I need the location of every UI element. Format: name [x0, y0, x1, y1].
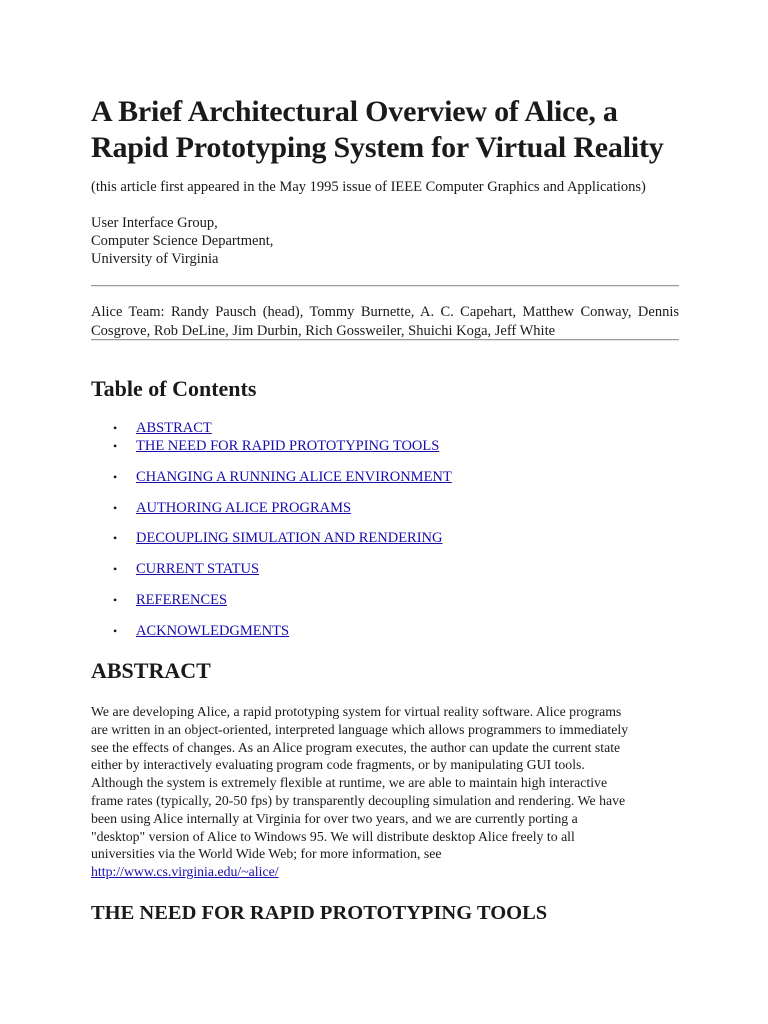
toc-heading: Table of Contents	[91, 376, 257, 401]
bullet-icon: •	[113, 470, 118, 484]
alice-website-link[interactable]: http://www.cs.virginia.edu/~alice/	[91, 864, 279, 880]
abstract-line: We are developing Alice, a rapid prototyping system for virtual reality software. Alice programs	[91, 704, 622, 719]
abstract-line: see the effects of changes. As an Alice program executes, the author can update the current state	[91, 739, 621, 755]
abstract-line: either by interactively evaluating program code fragments, or by manipulating GUI tools.	[91, 757, 585, 773]
affiliation-line: Computer Science Department,	[91, 233, 274, 249]
toc-link-acknowledgments[interactable]: ACKNOWLEDGMENTS	[136, 623, 290, 639]
title-line-2: Rapid Prototyping System for Virtual Reality	[91, 131, 664, 164]
publication-note: (this article first appeared in the May 1995 issue of IEEE Computer Graphics and Applications)	[91, 179, 646, 195]
bullet-icon: •	[113, 624, 118, 638]
section-heading-need: THE NEED FOR RAPID PROTOTYPING TOOLS	[91, 902, 548, 924]
abstract-line: been using Alice internally at Virginia for over two years, and we are currently porting a	[91, 810, 578, 826]
divider-top	[91, 285, 679, 287]
bullet-icon: •	[113, 439, 118, 453]
toc-link-decoupling[interactable]: DECOUPLING SIMULATION AND RENDERING	[136, 530, 443, 546]
bullet-icon: •	[113, 421, 118, 435]
abstract-line: Although the system is extremely flexible at runtime, we are able to maintain high interactive	[91, 775, 608, 791]
abstract-paragraph	[91, 703, 691, 881]
bullet-icon: •	[113, 531, 118, 545]
toc-link-references[interactable]: REFERENCES	[136, 592, 228, 608]
title-line-1: A Brief Architectural Overview of Alice, a	[91, 95, 618, 128]
toc-link-changing[interactable]: CHANGING A RUNNING ALICE ENVIRONMENT	[136, 469, 452, 485]
bullet-icon: •	[113, 593, 118, 607]
affiliation-block	[91, 214, 273, 268]
affiliation-line: University of Virginia	[91, 251, 219, 267]
abstract-line: are written in an object-oriented, interpreted language which allows programmers to immediately	[91, 721, 629, 737]
divider-bottom	[91, 339, 679, 341]
toc-link-status[interactable]: CURRENT STATUS	[136, 561, 260, 577]
toc-link-need[interactable]: THE NEED FOR RAPID PROTOTYPING TOOLS	[136, 438, 440, 454]
abstract-heading: ABSTRACT	[91, 658, 211, 683]
abstract-line: universities via the World Wide Web; for more information, see	[91, 846, 442, 862]
abstract-line: "desktop" version of Alice to Windows 95. We will distribute desktop Alice freely to all	[91, 828, 575, 844]
abstract-line: frame rates (typically, 20-50 fps) by transparently decoupling simulation and rendering. We have	[91, 792, 626, 808]
toc-link-authoring[interactable]: AUTHORING ALICE PROGRAMS	[136, 500, 352, 516]
bullet-icon: •	[113, 562, 118, 576]
bullet-icon: •	[113, 501, 118, 515]
team-list: Alice Team: Randy Pausch (head), Tommy Burnette, A. C. Capehart, Matthew Conway, Dennis Cosgrove, Rob DeLine, Jim Durbin, Rich Gossweiler, Shuichi Koga, Jeff White	[91, 304, 679, 339]
affiliation-line: User Interface Group,	[91, 215, 218, 231]
document-title	[91, 94, 691, 166]
toc-link-abstract[interactable]: ABSTRACT	[136, 420, 212, 436]
